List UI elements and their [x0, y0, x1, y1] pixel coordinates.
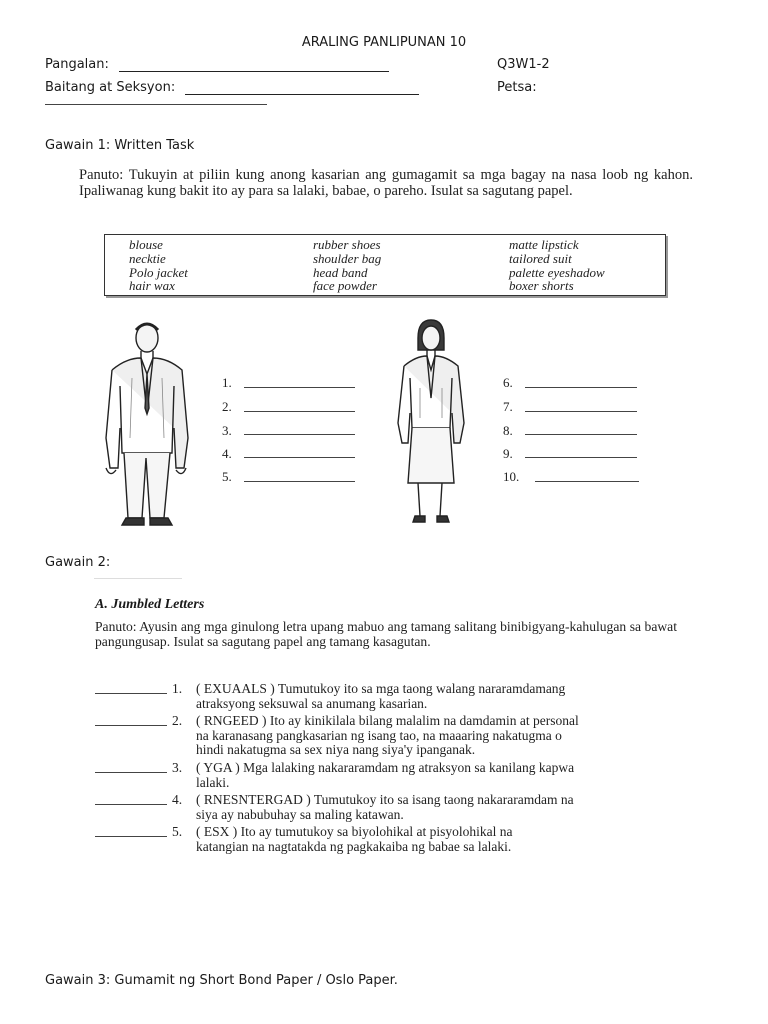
word-item: tailored suit [509, 250, 572, 266]
name-field[interactable] [119, 59, 389, 72]
gawain2-instructions: Panuto: Ayusin ang mga ginulong letra upang mabuo ang tamang salitang binibigyang-kahulugan sa bawat pangungusap. Isulat sa sagutang papel ang tamang kasagutan. [95, 619, 677, 649]
jumbled-item-text: ( RNGEED ) Ito ay kinikilala bilang malalim na damdamin at personal [196, 713, 579, 728]
jumbled-answer-line[interactable] [95, 804, 167, 805]
answer-number: 7. [503, 399, 513, 414]
jumbled-item-number: 3. [172, 760, 183, 775]
gawain2-heading: Gawain 2: [45, 555, 111, 570]
answer-line[interactable] [244, 481, 355, 482]
word-item: palette eyeshadow [509, 264, 605, 280]
answer-line[interactable] [244, 387, 355, 388]
name-label: Pangalan: [45, 57, 109, 72]
answer-line[interactable] [244, 411, 355, 412]
word-item: boxer shorts [509, 278, 574, 294]
date-label: Petsa: [497, 80, 537, 95]
jumbled-item-text: ( RNESNTERGAD ) Tumutukoy ito sa isang taong nakararamdam na [196, 792, 574, 807]
answer-number: 10. [503, 469, 520, 484]
jumbled-item-text: ( ESX ) Ito ay tumutukoy sa biyolohikal at pisyolohikal na [196, 824, 513, 839]
gawain3-heading: Gawain 3: Gumamit ng Short Bond Paper / Oslo Paper. [45, 973, 398, 988]
jumbled-answer-line[interactable] [95, 693, 167, 694]
date-field[interactable] [45, 104, 267, 105]
word-item: shoulder bag [313, 250, 382, 266]
jumbled-item-number: 1. [172, 681, 183, 696]
answer-number: 3. [222, 423, 232, 438]
word-item: face powder [313, 278, 377, 294]
word-item: matte lipstick [509, 237, 579, 252]
word-item: blouse [129, 237, 163, 252]
word-column-1 [129, 238, 188, 293]
answer-number: 6. [503, 375, 513, 390]
quarter-code: Q3W1-2 [497, 57, 550, 72]
word-item: head band [313, 264, 368, 280]
jumbled-section-title: A. Jumbled Letters [95, 597, 205, 612]
jumbled-answer-line[interactable] [95, 772, 167, 773]
jumbled-item-text: lalaki. [196, 775, 230, 790]
jumbled-item-text: atraksyong seksuwal sa anumang kasarian. [196, 696, 428, 711]
answer-number: 1. [222, 375, 232, 390]
jumbled-item-text: katangian na nagtatakda ng pagkakaiba ng babae sa lalaki. [196, 839, 512, 854]
answer-number: 4. [222, 446, 232, 461]
jumbled-item-number: 4. [172, 792, 183, 807]
section-field[interactable] [185, 82, 419, 95]
word-box [104, 234, 666, 296]
word-item: rubber shoes [313, 237, 381, 252]
answer-line[interactable] [525, 434, 637, 435]
gawain1-instructions: Panuto: Tukuyin at piliin kung anong kasarian ang gumagamit sa mga bagay na nasa loob ng kahon. Ipaliwanag kung bakit ito ay para sa lalaki, babae, o pareho. Isulat sa sagutang papel. [79, 167, 693, 199]
gawain1-heading: Gawain 1: Written Task [45, 138, 195, 153]
answer-line[interactable] [535, 481, 639, 482]
jumbled-item-text: na karanasang pangkasarian ng isang tao, na maaaring nakatugma o [196, 728, 562, 743]
jumbled-item-text: ( YGA ) Mga lalaking nakararamdam ng atraksyon sa kanilang kapwa [196, 760, 575, 775]
jumbled-answer-line[interactable] [95, 836, 167, 837]
faint-rule [94, 578, 182, 579]
answer-number: 2. [222, 399, 232, 414]
answer-line[interactable] [525, 387, 637, 388]
answer-line[interactable] [244, 457, 355, 458]
jumbled-item-number: 5. [172, 824, 183, 839]
answer-number: 9. [503, 446, 513, 461]
jumbled-item-number: 2. [172, 713, 183, 728]
word-column-3 [509, 238, 605, 293]
answer-line[interactable] [244, 434, 355, 435]
answer-line[interactable] [525, 411, 637, 412]
word-column-2 [313, 238, 381, 293]
section-row [45, 80, 419, 95]
jumbled-answer-line[interactable] [95, 725, 167, 726]
word-item: Polo jacket [129, 264, 188, 280]
jumbled-item-text: siya ay nabubuhay sa maling katawan. [196, 807, 404, 822]
section-label: Baitang at Seksyon: [45, 80, 176, 95]
answer-number: 8. [503, 423, 513, 438]
word-item: hair wax [129, 278, 175, 294]
word-item: necktie [129, 250, 166, 266]
jumbled-item-text: ( EXUAALS ) Tumutukoy ito sa mga taong walang nararamdamang [196, 681, 566, 696]
jumbled-item-text: hindi nakatugma sa sex niya nang siya'y ipanganak. [196, 742, 476, 757]
answer-number: 5. [222, 469, 232, 484]
answer-line[interactable] [525, 457, 637, 458]
man-in-suit-illustration [92, 318, 202, 530]
woman-in-suit-illustration [388, 318, 474, 526]
worksheet-title: ARALING PANLIPUNAN 10 [301, 35, 467, 50]
name-row [45, 57, 389, 72]
